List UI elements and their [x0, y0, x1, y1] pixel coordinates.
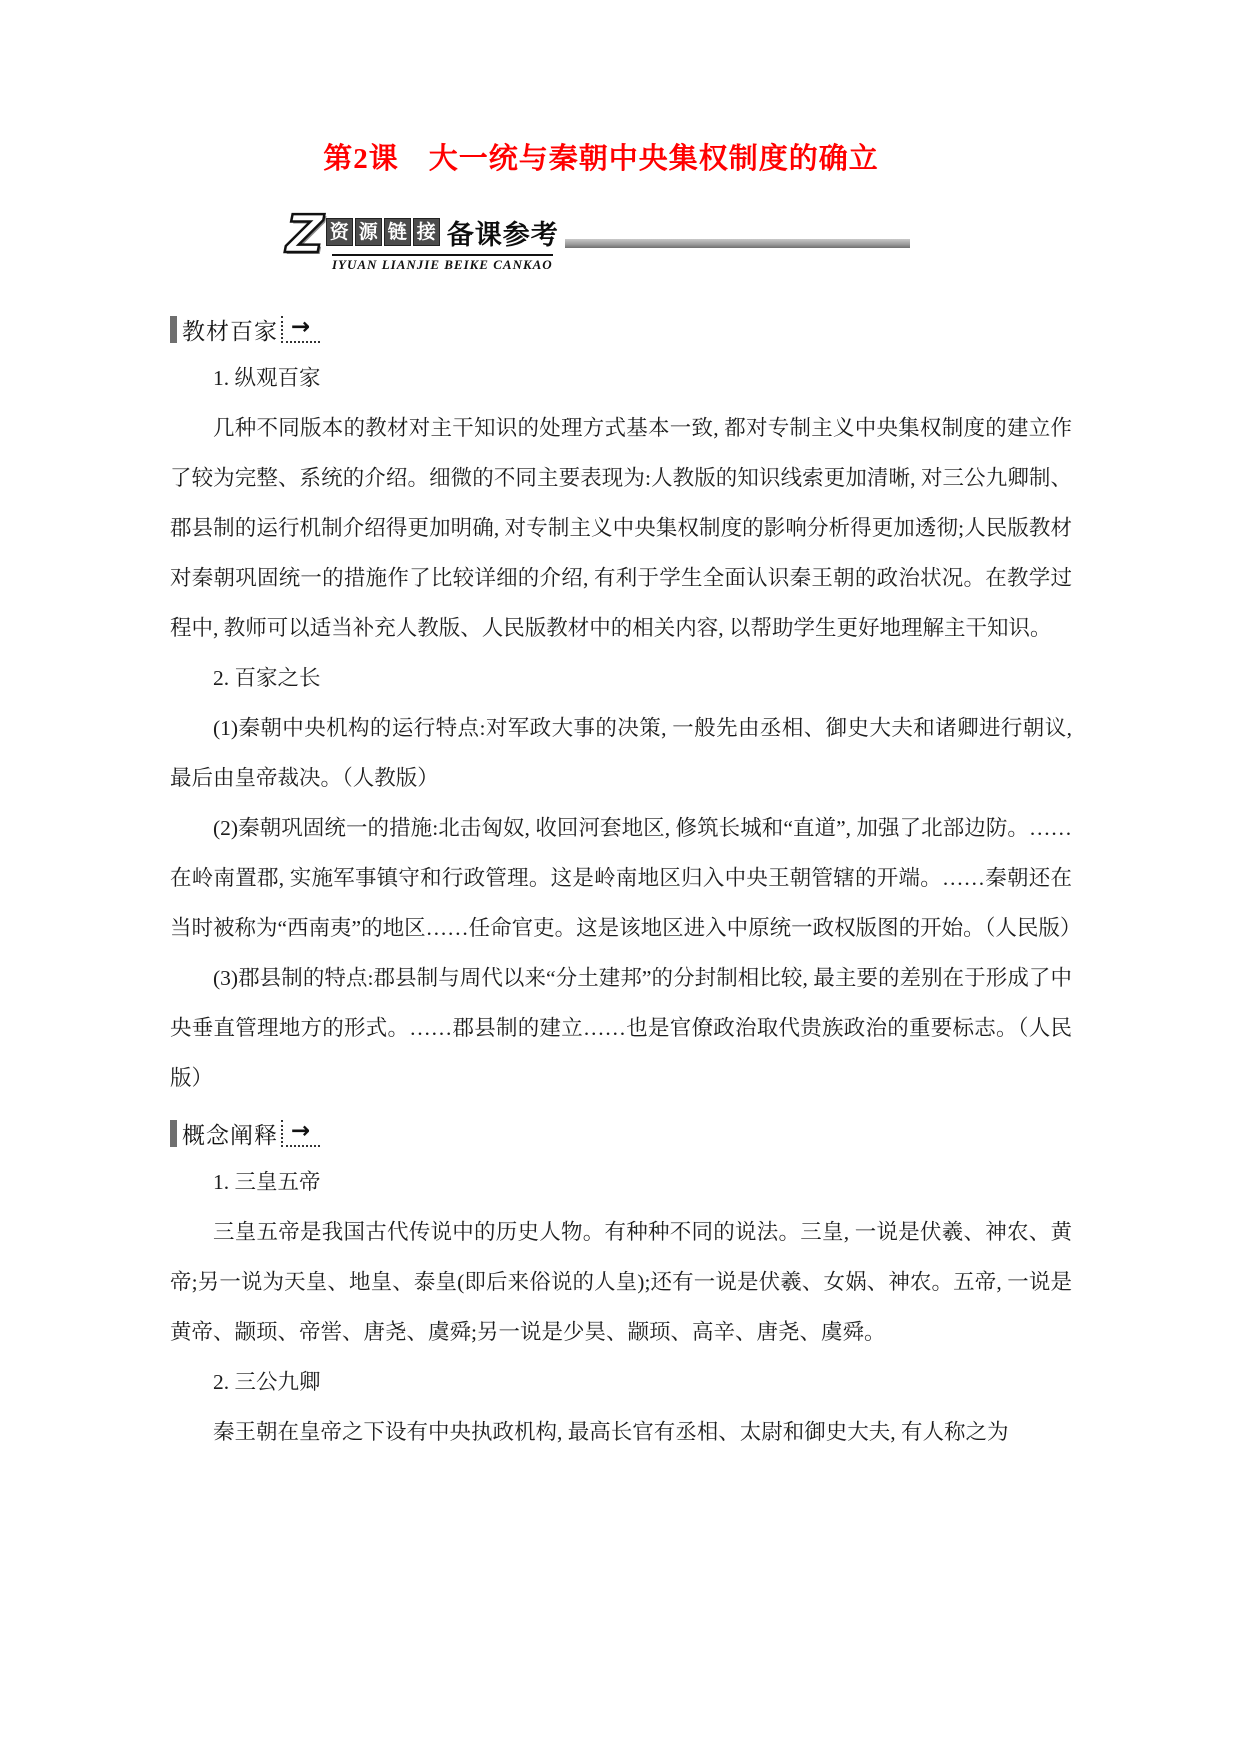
paragraph: (3)郡县制的特点:郡县制与周代以来“分土建邦”的分封制相比较, 最主要的差别在于形成了中央垂直管理地方的形式。……郡县制的建立……也是官僚政治取代贵族政治的重要标志。（人民版）: [170, 966, 1072, 1090]
logo-badge-char: 资: [326, 218, 353, 246]
logo-divider-bar: [565, 239, 910, 248]
logo-section-name: 备课参考: [446, 219, 559, 251]
subheading: 2. 百家之长: [213, 666, 321, 690]
subheading: 1. 纵观百家: [213, 366, 321, 390]
subheading: 2. 三公九卿: [213, 1370, 321, 1394]
logo-badge-char: 接: [413, 218, 440, 246]
section-heading-textbooks: [170, 313, 1072, 345]
paragraph: 几种不同版本的教材对主干知识的处理方式基本一致, 都对专制主义中央集权制度的建立作了较为完整、系统的介绍。细微的不同主要表现为:人教版的知识线索更加清晰, 对三公九卿制、郡县制的运行机制介绍得更加明确, 对专制主义中央集权制度的影响分析得更加透彻;人民版教材对秦朝巩固统一的措施作了比较详细的介绍, 有利于学生全面认识秦王朝的政治状况。在教学过程中, 教师可以适当补充人教版、人民版教材中的相关内容, 以帮助学生更好地理解主干知识。: [170, 416, 1072, 640]
section-bar-icon: [170, 1120, 177, 1147]
resource-link-logo: [286, 205, 1072, 273]
section-bar-icon: [170, 316, 177, 343]
section-heading-concepts: [170, 1117, 1072, 1149]
arrow-right-icon: →: [281, 316, 320, 343]
logo-z-letter: Z: [286, 205, 324, 265]
logo-badge-char: 链: [384, 218, 411, 246]
subheading: 1. 三皇五帝: [213, 1170, 321, 1194]
paragraph: (1)秦朝中央机构的运行特点:对军政大事的决策, 一般先由丞相、御史大夫和诸卿进行朝议, 最后由皇帝裁决。（人教版）: [170, 716, 1072, 790]
section-title: 教材百家: [182, 318, 278, 344]
content-column: [170, 136, 1082, 1457]
logo-badge-strip: [326, 218, 440, 246]
logo-pinyin-subtitle: IYUAN LIANJIE BEIKE CANKAO: [332, 254, 553, 273]
arrow-right-icon: →: [281, 1120, 320, 1147]
lesson-title: 第2课 大一统与秦朝中央集权制度的确立: [323, 143, 879, 175]
section-title: 概念阐释: [182, 1122, 278, 1148]
logo-badge-char: 源: [355, 218, 382, 246]
paragraph: 秦王朝在皇帝之下设有中央执政机构, 最高长官有丞相、太尉和御史大夫, 有人称之为: [213, 1420, 1009, 1444]
paragraph: 三皇五帝是我国古代传说中的历史人物。有种种不同的说法。三皇, 一说是伏羲、神农、黄帝;另一说为天皇、地皇、泰皇(即后来俗说的人皇);还有一说是伏羲、女娲、神农。五帝, 一说是黄帝、颛顼、帝喾、唐尧、虞舜;另一说是少昊、颛顼、高辛、唐尧、虞舜。: [170, 1220, 1072, 1344]
paragraph: (2)秦朝巩固统一的措施:北击匈奴, 收回河套地区, 修筑长城和“直道”, 加强了北部边防。……在岭南置郡, 实施军事镇守和行政管理。这是岭南地区归入中央王朝管辖的开端。……秦朝还在当时被称为“西南夷”的地区……任命官吏。这是该地区进入中原统一政权版图的开始。（人民版）: [170, 816, 1082, 940]
